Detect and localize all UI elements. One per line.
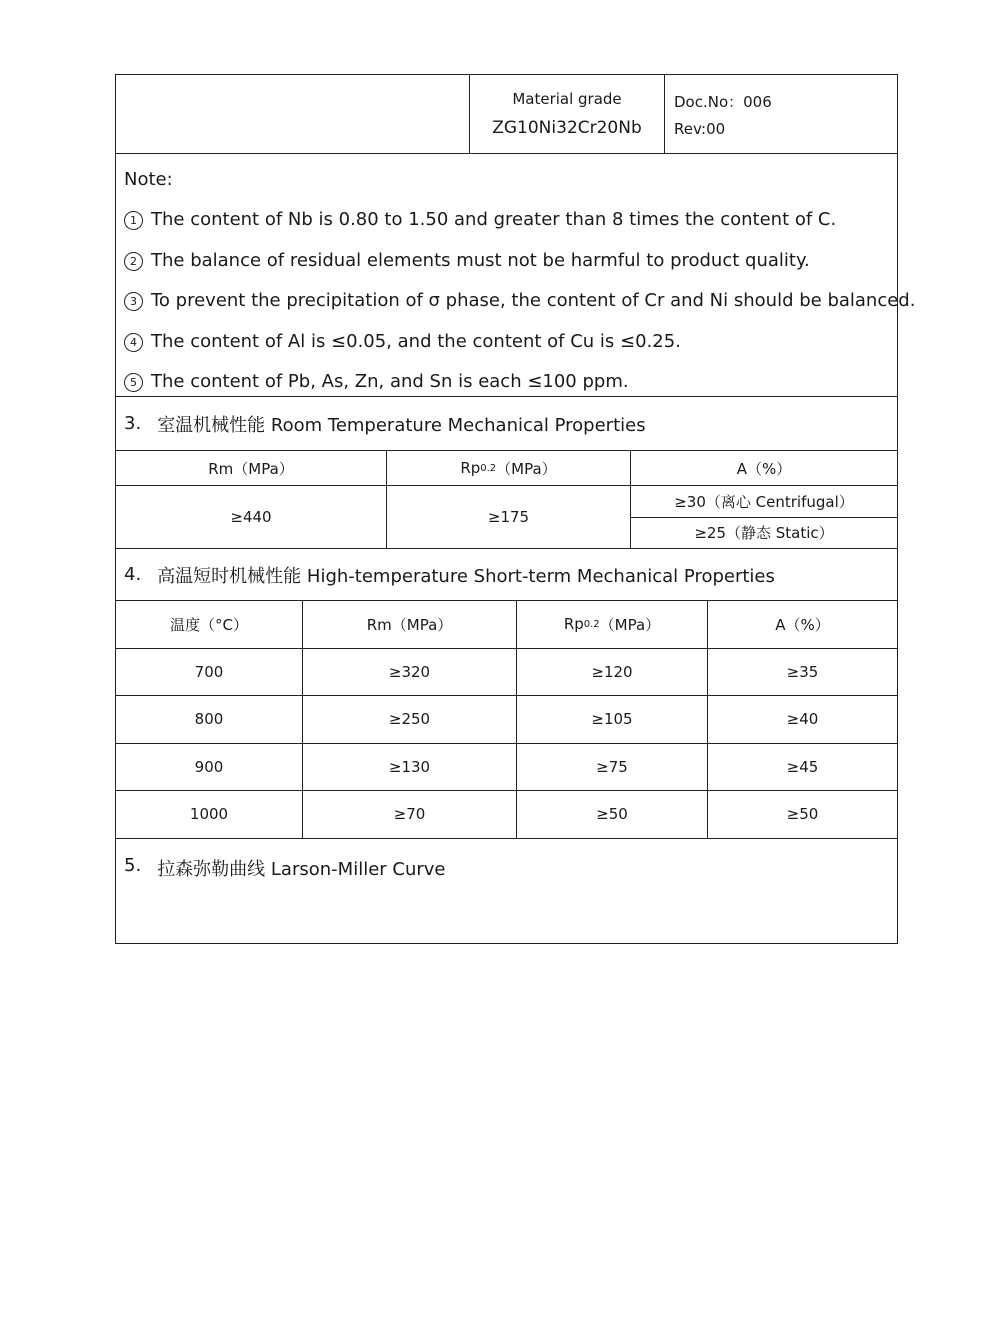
a-cell: ≥45 — [786, 757, 819, 776]
table-row — [116, 791, 897, 839]
header-row — [116, 75, 897, 154]
rm-cell: ≥130 — [303, 744, 517, 791]
rm-cell: ≥70 — [303, 791, 517, 838]
table-row — [116, 744, 897, 792]
rp-cell: ≥120 — [517, 649, 708, 696]
note-text: The content of Pb, As, Zn, and Sn is each ≤100 ppm. — [151, 371, 629, 392]
rm-header: Rm（MPa） — [116, 451, 387, 485]
table-row — [116, 649, 897, 697]
material-grade-label: Material grade — [512, 90, 622, 108]
revision: Rev:00 — [674, 119, 726, 138]
rp-header-unit: （MPa） — [599, 615, 661, 634]
table-row — [116, 696, 897, 744]
a-cell: ≥50 — [786, 805, 819, 824]
material-grade-cell — [470, 75, 665, 153]
section4-number: 4. — [124, 564, 142, 585]
note-text: The balance of residual elements must not be harmful to product quality. — [151, 249, 810, 271]
temp-cell: 900 — [116, 744, 303, 791]
section5-title: 拉森弥勒曲线 Larson-Miller Curve — [157, 858, 446, 880]
section4-title: 高温短时机械性能 High-temperature Short-term Mechanical Properties — [157, 565, 775, 587]
note-marker: 4 — [124, 333, 143, 352]
a-header: A（%） — [736, 459, 792, 478]
header-blank-cell — [116, 75, 470, 153]
note-text: The content of Al is ≤0.05, and the content of Cu is ≤0.25. — [151, 330, 681, 352]
note-item — [124, 200, 897, 241]
note-item — [124, 281, 916, 322]
note-marker: 3 — [124, 292, 143, 311]
rm-value: ≥440 — [116, 486, 387, 548]
rm-cell: ≥250 — [303, 696, 517, 743]
section4-title-row — [116, 549, 897, 601]
a-value-split — [631, 486, 897, 548]
rp-cell: ≥105 — [517, 696, 708, 743]
rp-header — [387, 451, 631, 485]
note-item — [124, 241, 897, 282]
a-static-value: ≥25（静态 Static） — [694, 524, 834, 543]
section5-title-row — [116, 839, 897, 943]
doc-number: Doc.No：006 — [674, 92, 772, 111]
section3-number: 3. — [124, 413, 142, 434]
rp-cell: ≥50 — [517, 791, 708, 838]
note-text: The content of Nb is 0.80 to 1.50 and greater than 8 times the content of C. — [151, 209, 837, 230]
note-item — [124, 322, 897, 363]
rp-value: ≥175 — [387, 486, 631, 548]
notes-section — [116, 154, 916, 397]
rp-header — [517, 601, 708, 648]
rm-header: Rm（MPa） — [303, 601, 517, 648]
notes-title: Note: — [124, 169, 173, 190]
room-temp-header-row — [116, 451, 897, 486]
temp-cell: 700 — [116, 649, 303, 696]
material-grade-value: ZG10Ni32Cr20Nb — [492, 118, 642, 138]
note-item — [124, 362, 897, 403]
temp-cell: 800 — [116, 696, 303, 743]
temp-cell: 1000 — [116, 791, 303, 838]
rp-header-sub: 0.2 — [583, 618, 600, 630]
rm-cell: ≥320 — [303, 649, 517, 696]
room-temp-value-row — [116, 486, 897, 549]
rp-header-sub: 0.2 — [480, 462, 497, 474]
section5-number: 5. — [124, 854, 142, 876]
note-marker: 5 — [124, 373, 143, 392]
a-header: A（%） — [775, 615, 830, 634]
note-text: To prevent the precipitation of σ phase, the content of Cr and Ni should be balanced. — [151, 290, 916, 311]
temp-header: 温度（°C） — [116, 601, 303, 648]
rp-header-unit: （MPa） — [496, 459, 557, 478]
note-marker: 2 — [124, 252, 143, 271]
note-marker: 1 — [124, 211, 143, 230]
rp-cell: ≥75 — [517, 744, 708, 791]
doc-info-cell — [665, 75, 897, 153]
a-cell: ≥40 — [786, 710, 819, 729]
rp-header-main: Rp — [563, 615, 584, 634]
section3-title: 室温机械性能 Room Temperature Mechanical Properties — [157, 414, 646, 436]
section3-title-row — [116, 397, 897, 451]
high-temp-header-row — [116, 601, 897, 649]
rp-header-main: Rp — [460, 459, 481, 477]
a-cell: ≥35 — [786, 662, 819, 681]
document-sheet — [115, 74, 916, 944]
a-centrifugal-value: ≥30（离心 Centrifugal） — [631, 486, 897, 518]
